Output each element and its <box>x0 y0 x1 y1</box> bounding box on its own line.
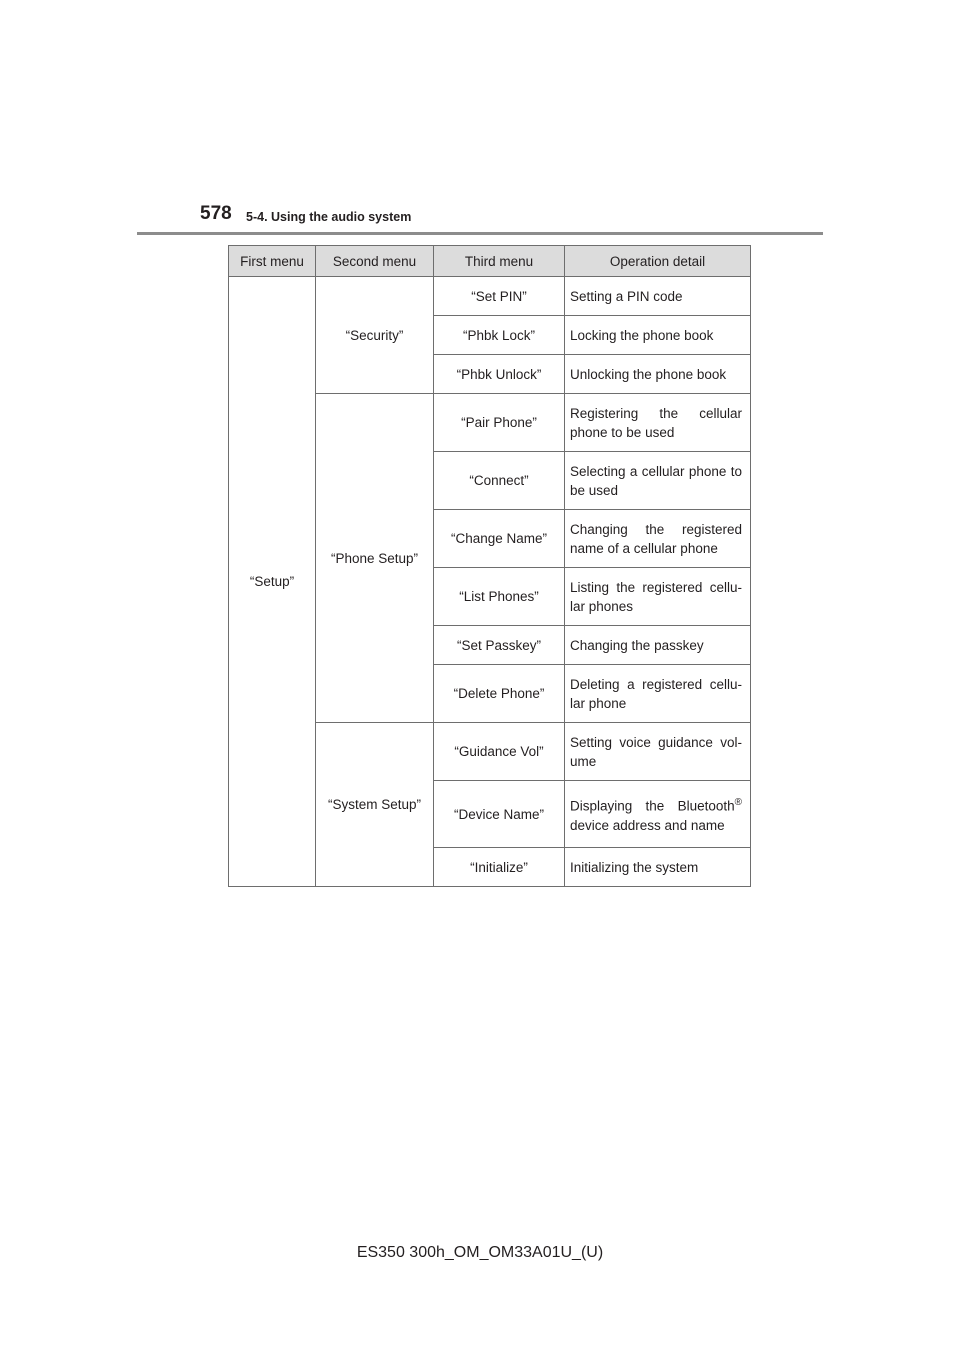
third-menu-cell: “Phbk Unlock” <box>434 355 565 394</box>
column-header-second-menu: Second menu <box>316 246 434 277</box>
operation-detail-cell: Registering the cellular phone to be used <box>565 394 751 452</box>
column-header-third-menu: Third menu <box>434 246 565 277</box>
third-menu-cell: “Set PIN” <box>434 277 565 316</box>
operation-detail-cell: Locking the phone book <box>565 316 751 355</box>
operation-detail-cell: Selecting a cellular phone to be used <box>565 452 751 510</box>
third-menu-cell: “Guidance Vol” <box>434 723 565 781</box>
first-menu-cell: “Setup” <box>229 277 316 887</box>
header-rule <box>137 232 823 235</box>
document-code-footer: ES350 300h_OM_OM33A01U_(U) <box>356 1244 604 1261</box>
registered-mark: ® <box>734 797 742 809</box>
third-menu-cell: “Pair Phone” <box>434 394 565 452</box>
column-header-first-menu: First menu <box>229 246 316 277</box>
third-menu-cell: “Phbk Lock” <box>434 316 565 355</box>
second-menu-cell: “Security” <box>316 277 434 394</box>
third-menu-cell: “Delete Phone” <box>434 665 565 723</box>
operation-detail-cell: Initializing the system <box>565 848 751 887</box>
second-menu-cell: “Phone Setup” <box>316 394 434 723</box>
column-header-operation-detail: Operation detail <box>565 246 751 277</box>
third-menu-cell: “Device Name” <box>434 781 565 848</box>
operation-detail-cell: Setting voice guidance vol-ume <box>565 723 751 781</box>
table-header-row <box>229 246 751 277</box>
operation-detail-cell: Changing the passkey <box>565 626 751 665</box>
table-row <box>229 277 751 316</box>
operation-detail-cell: Deleting a registered cellu-lar phone <box>565 665 751 723</box>
detail-text: Displaying the Bluetooth <box>570 798 735 814</box>
third-menu-cell: “Set Passkey” <box>434 626 565 665</box>
operation-detail-cell: Listing the registered cellu-lar phones <box>565 568 751 626</box>
third-menu-cell: “Connect” <box>434 452 565 510</box>
operation-detail-cell: Setting a PIN code <box>565 277 751 316</box>
section-title: 5-4. Using the audio system <box>246 210 412 224</box>
operation-detail-cell <box>565 781 751 848</box>
menu-table <box>228 245 751 887</box>
third-menu-cell: “Change Name” <box>434 510 565 568</box>
third-menu-cell: “List Phones” <box>434 568 565 626</box>
operation-detail-cell: Unlocking the phone book <box>565 355 751 394</box>
detail-text: device address and name <box>570 817 725 833</box>
second-menu-cell: “System Setup” <box>316 723 434 887</box>
page-number: 578 <box>200 203 232 224</box>
third-menu-cell: “Initialize” <box>434 848 565 887</box>
operation-detail-cell: Changing the registered name of a cellular phone <box>565 510 751 568</box>
